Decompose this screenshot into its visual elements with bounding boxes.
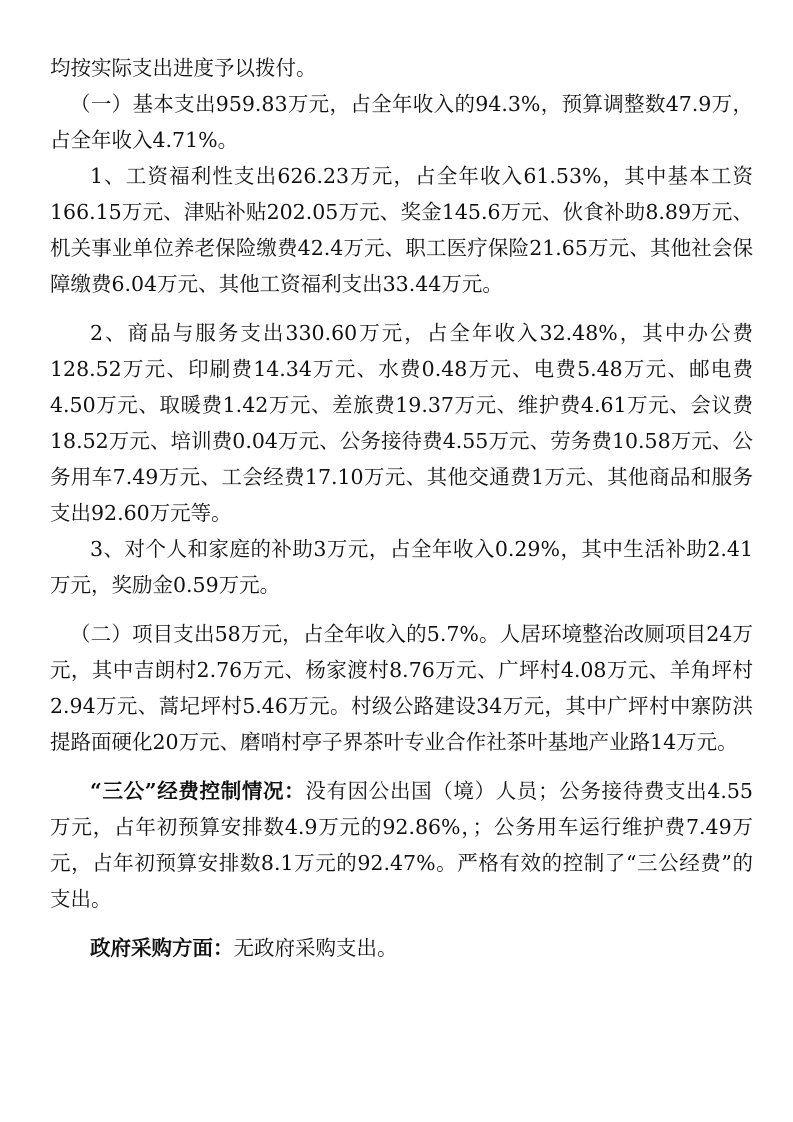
paragraph-government-procurement xyxy=(50,930,753,966)
government-procurement-body: 无政府采购支出。 xyxy=(233,936,398,960)
paragraph-basic-expenditure: （一）基本支出959.83万元，占全年收入的94.3%，预算调整数47.9万，占全年收入4.71%。 xyxy=(50,92,753,152)
paragraph-continuation: 均按实际支出进度予以拨付。 xyxy=(50,56,317,80)
paragraph-goods-services: 2、商品与服务支出330.60万元，占全年收入32.48%，其中办公费128.52万元、印刷费14.34万元、水费0.48万元、电费5.48万元、邮电费4.50万元、取暖费1.42万元、差旅费19.37万元、维护费4.61万元、会议费18.52万元、培训费0.04万元、公务接待费4.55万元、劳务费10.58万元、公务用车7.49万元、工会经费17.10万元、其他交通费1万元、其他商品和服务支出92.60万元等。 xyxy=(50,321,753,525)
paragraph-wage-welfare: 1、工资福利性支出626.23万元，占全年收入61.53%，其中基本工资166.15万元、津贴补贴202.05万元、奖金145.6万元、伙食补助8.89万元、机关事业单位养老保险缴费42.4万元、职工医疗保险21.65万元、其他社会保障缴费6.04万元、其他工资福利支出33.44万元。 xyxy=(50,164,753,296)
paragraph-household-subsidy: 3、对个人和家庭的补助3万元，占全年收入0.29%，其中生活补助2.41万元，奖励金0.59万元。 xyxy=(50,537,753,597)
three-public-funds-body: 没有因公出国（境）人员；公务接待费支出4.55万元，占年初预算安排数4.9万元的92.86%，；公务用车运行维护费7.49万元，占年初预算安排数8.1万元的92.47%。严格有效的控制了“三公经费”的支出。 xyxy=(50,779,753,911)
paragraph-project-expenditure: （二）项目支出58万元，占全年收入的5.7%。人居环境整治改厕项目24万元，其中吉朗村2.76万元、杨家渡村8.76万元、广坪村4.08万元、羊角坪村2.94万元、蒿圮坪村5.46万元。村级公路建设34万元，其中广坪村中寨防洪提路面硬化20万元、磨哨村亭子界茶叶专业合作社茶叶基地产业路14万元。 xyxy=(50,622,753,754)
paragraph-three-public-funds xyxy=(50,773,753,917)
three-public-funds-heading: “三公”经费控制情况： xyxy=(90,779,306,803)
government-procurement-heading: 政府采购方面： xyxy=(90,936,234,960)
